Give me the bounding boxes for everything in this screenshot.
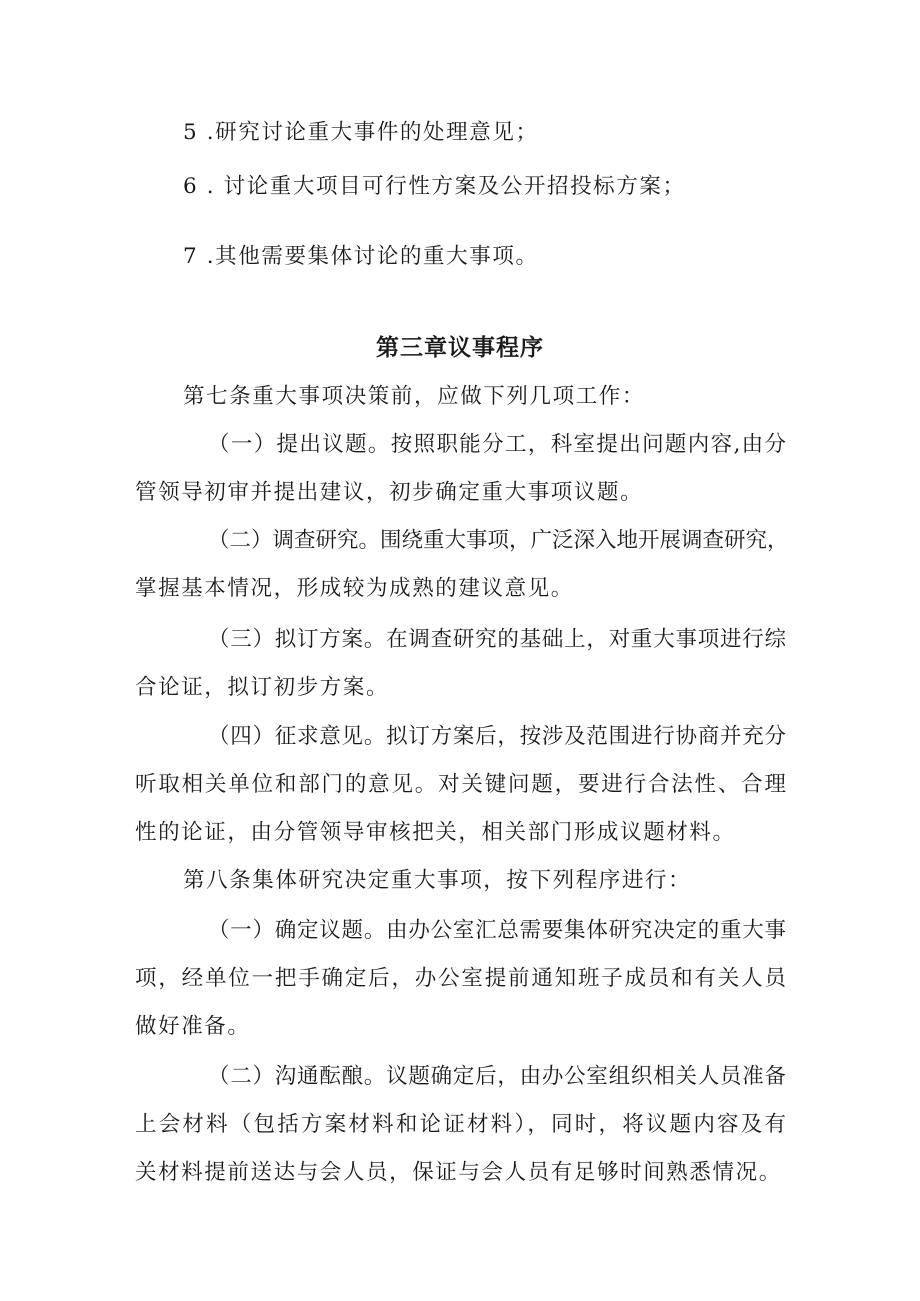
article-7-item-1-line-2: 管领导初审并提出建议，初步确定重大事项议题。 — [135, 480, 644, 505]
article-7-item-3-line-2: 合论证，拟订初步方案。 — [135, 675, 390, 700]
article-8-item-1-line-1: （一）确定议题。由办公室汇总需要集体研究决定的重大事 — [208, 918, 786, 943]
article-8-item-2-line-2: 上会材料（包括方案材料和论证材料），同时，将议题内容及有 — [135, 1112, 786, 1137]
chapter-title: 第三章议事程序 — [376, 335, 544, 361]
article-7-item-4-line-2: 听取相关单位和部门的意见。对关键问题，要进行合法性、合理 — [135, 772, 786, 797]
article-8-title: 第八条集体研究决定重大事项，按下列程序进行： — [183, 868, 692, 893]
article-7-item-4-line-3: 性的论证，由分管领导审核把关，相关部门形成议题材料。 — [135, 820, 736, 845]
article-8-item-1-line-2: 项，经单位一把手确定后，办公室提前通知班子成员和有关人员 — [135, 966, 786, 991]
article-7-item-2-line-1: （二）调查研究。围绕重大事项，广泛深入地开展调查研究， — [208, 528, 789, 553]
list-item-7: 7 .其他需要集体讨论的重大事项。 — [183, 244, 539, 269]
article-7-title: 第七条重大事项决策前，应做下列几项工作： — [183, 384, 646, 409]
article-8-item-2-line-1: （二）沟通酝酿。议题确定后，由办公室组织相关人员准备 — [208, 1064, 786, 1089]
article-7-item-4-line-1: （四）征求意见。拟订方案后，按涉及范围进行协商并充分 — [208, 724, 786, 749]
article-8-item-2-line-3: 关材料提前送达与会人员，保证与会人员有足够时间熟悉情况。 — [135, 1160, 782, 1185]
list-item-6: 6 . 讨论重大项目可行性方案及公开招投标方案； — [183, 174, 686, 199]
article-7-item-3-line-1: （三）拟订方案。在调查研究的基础上，对重大事项进行综 — [208, 627, 786, 652]
article-7-item-2-line-2: 掌握基本情况，形成较为成熟的建议意见。 — [135, 576, 574, 601]
article-7-item-1-line-1: （一）提出议题。按照职能分工，科室提出问题内容,由分 — [208, 432, 786, 457]
article-8-item-1-line-3: 做好准备。 — [135, 1014, 251, 1039]
list-item-5: 5 .研究讨论重大事件的处理意见； — [183, 120, 539, 145]
